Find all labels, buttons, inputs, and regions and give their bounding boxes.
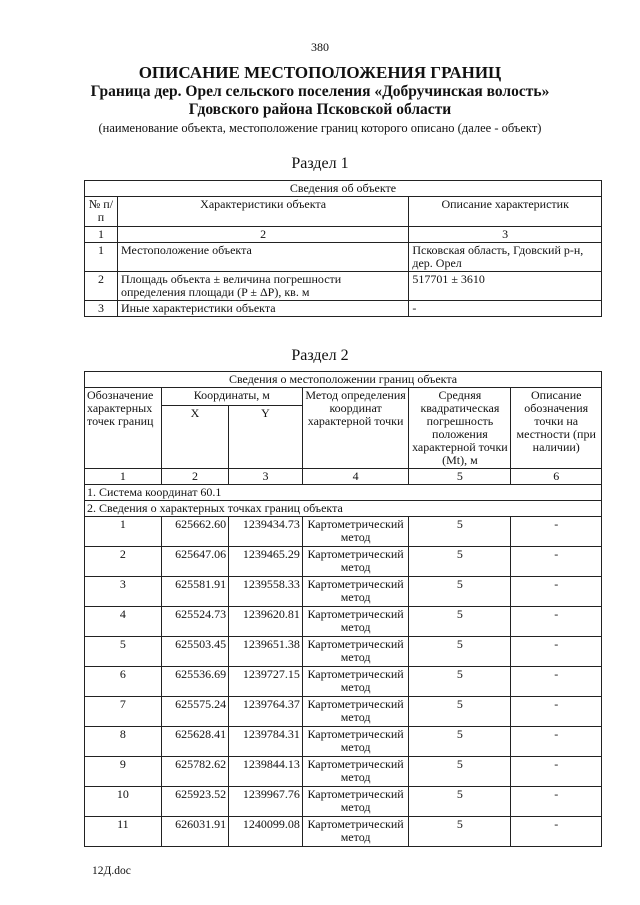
point-description: - [511,757,602,787]
coord-y: 1239844.13 [229,757,303,787]
table-row [85,243,602,272]
point-description: - [511,787,602,817]
table-row [85,637,602,667]
point-description: - [511,577,602,607]
row-description: 517701 ± 3610 [409,272,602,301]
method: Картометрический метод [302,637,409,667]
method: Картометрический метод [302,757,409,787]
point-number: 6 [85,667,162,697]
table-row [85,577,602,607]
coord-x: 626031.91 [161,817,228,847]
boundary-points-table [84,371,602,847]
error-mt: 5 [409,697,511,727]
method: Картометрический метод [302,607,409,637]
row-num: 2 [85,272,118,301]
coord-x: 625503.45 [161,637,228,667]
error-mt: 5 [409,817,511,847]
error-mt: 5 [409,757,511,787]
col-number: 2 [161,469,228,485]
col-number: 1 [85,227,118,243]
header-point: Обозначение характерных точек границ [85,388,162,469]
table-row [85,301,602,317]
error-mt: 5 [409,577,511,607]
col-number: 2 [117,227,408,243]
coord-x: 625575.24 [161,697,228,727]
header-num: № п/п [85,197,118,227]
method: Картометрический метод [302,577,409,607]
section2-heading: Раздел 2 [291,347,349,364]
error-mt: 5 [409,607,511,637]
row-characteristic: Местоположение объекта [117,243,408,272]
coord-x: 625662.60 [161,517,228,547]
coord-y: 1239784.31 [229,727,303,757]
col-number: 3 [229,469,303,485]
coord-x: 625782.62 [161,757,228,787]
coord-y: 1239651.38 [229,637,303,667]
coord-y: 1239764.37 [229,697,303,727]
error-mt: 5 [409,787,511,817]
col-number: 1 [85,469,162,485]
coord-y: 1239620.81 [229,607,303,637]
coord-y: 1239434.73 [229,517,303,547]
method: Картометрический метод [302,667,409,697]
coord-y: 1240099.08 [229,817,303,847]
col-number: 5 [409,469,511,485]
point-number: 4 [85,607,162,637]
row-characteristic: Иные характеристики объекта [117,301,408,317]
point-number: 1 [85,517,162,547]
header-description: Описание характеристик [409,197,602,227]
section1-heading: Раздел 1 [291,155,349,172]
coord-x: 625524.73 [161,607,228,637]
point-description: - [511,727,602,757]
row-num: 3 [85,301,118,317]
header-point-description: Описание обозначения точки на местности (при наличии) [511,388,602,469]
col-number: 3 [409,227,602,243]
table-row [85,757,602,787]
table-row [85,667,602,697]
error-mt: 5 [409,637,511,667]
method: Картометрический метод [302,817,409,847]
coord-x: 625581.91 [161,577,228,607]
header-characteristics: Характеристики объекта [117,197,408,227]
coordinate-system-row: 1. Система координат 60.1 [85,485,602,501]
object-name-line2: Гдовского района Псковской области [188,101,452,118]
method: Картометрический метод [302,697,409,727]
boundary-table-title: Сведения о местоположении границ объекта [85,372,602,388]
point-description: - [511,607,602,637]
col-number: 6 [511,469,602,485]
coord-x: 625923.52 [161,787,228,817]
object-name-note: (наименование объекта, местоположение границ которого описано (далее - объект) [98,121,542,135]
object-info-table-title: Сведения об объекте [85,181,602,197]
col-number: 4 [302,469,409,485]
coord-x: 625536.69 [161,667,228,697]
point-description: - [511,637,602,667]
error-mt: 5 [409,547,511,577]
point-description: - [511,517,602,547]
point-description: - [511,697,602,727]
point-description: - [511,817,602,847]
point-number: 10 [85,787,162,817]
document-title: ОПИСАНИЕ МЕСТОПОЛОЖЕНИЯ ГРАНИЦ [138,63,502,82]
table-row [85,697,602,727]
table-row [85,727,602,757]
point-number: 11 [85,817,162,847]
header-x: X [161,406,228,469]
coord-x: 625647.06 [161,547,228,577]
point-description: - [511,667,602,697]
point-number: 8 [85,727,162,757]
points-section-row: 2. Сведения о характерных точках границ объекта [85,501,602,517]
header-coordinates: Координаты, м [161,388,302,406]
row-description: Псковская область, Гдовский р-н, дер. Орел [409,243,602,272]
row-num: 1 [85,243,118,272]
row-description: - [409,301,602,317]
point-number: 2 [85,547,162,577]
page-number: 380 [311,40,329,54]
coord-y: 1239465.29 [229,547,303,577]
coord-y: 1239967.76 [229,787,303,817]
method: Картометрический метод [302,517,409,547]
row-characteristic: Площадь объекта ± величина погрешности определения площади (P ± ΔP), кв. м [117,272,408,301]
points-body [85,517,602,847]
point-number: 7 [85,697,162,727]
table-row [85,272,602,301]
table-row [85,787,602,817]
error-mt: 5 [409,517,511,547]
coord-y: 1239727.15 [229,667,303,697]
coord-x: 625628.41 [161,727,228,757]
table-row [85,817,602,847]
method: Картометрический метод [302,727,409,757]
header-y: Y [229,406,303,469]
object-info-table [84,180,602,317]
error-mt: 5 [409,727,511,757]
title-block [40,63,600,136]
error-mt: 5 [409,667,511,697]
table-row [85,607,602,637]
point-number: 9 [85,757,162,787]
header-method: Метод определения координат характерной точки [302,388,409,469]
header-error: Средняя квадратическая погрешность положения характерной точки (Mt), м [409,388,511,469]
table-row [85,517,602,547]
file-name: 12Д.doc [92,865,131,877]
object-name-line1: Граница дер. Орел сельского поселения «Добручинская волость» [90,83,550,100]
point-number: 5 [85,637,162,667]
point-number: 3 [85,577,162,607]
table-row [85,547,602,577]
method: Картометрический метод [302,787,409,817]
point-description: - [511,547,602,577]
method: Картометрический метод [302,547,409,577]
coord-y: 1239558.33 [229,577,303,607]
